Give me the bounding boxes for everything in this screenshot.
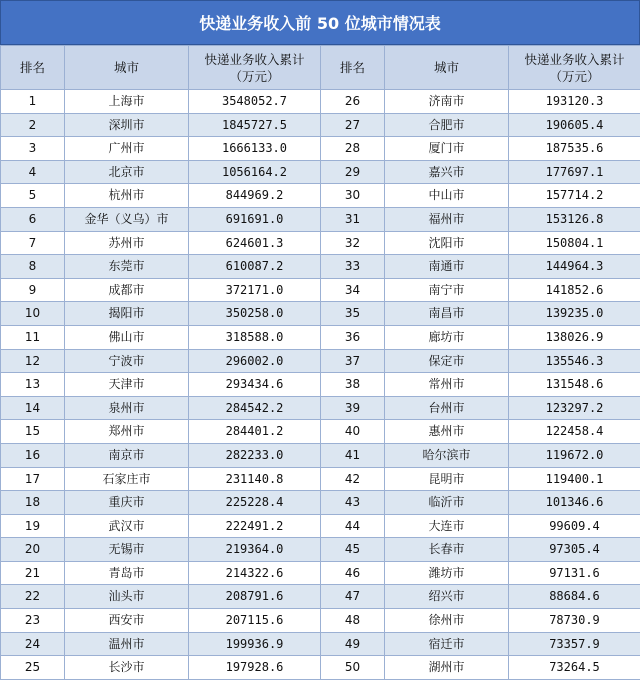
revenue-cell: 135546.3 (509, 349, 640, 373)
revenue-cell: 150804.1 (509, 231, 640, 255)
revenue-cell: 101346.6 (509, 491, 640, 515)
table-row (1, 278, 640, 302)
table-row (1, 443, 640, 467)
header-rank-left: 排名 (1, 46, 65, 90)
rank-cell: 26 (321, 90, 385, 114)
revenue-cell: 78730.9 (509, 609, 640, 633)
table-row (1, 137, 640, 161)
city-cell: 大连市 (385, 514, 509, 538)
city-cell: 济南市 (385, 90, 509, 114)
rank-cell: 41 (321, 443, 385, 467)
city-cell: 北京市 (65, 160, 189, 184)
rank-cell: 10 (1, 302, 65, 326)
city-cell: 哈尔滨市 (385, 443, 509, 467)
city-cell: 嘉兴市 (385, 160, 509, 184)
rank-cell: 6 (1, 207, 65, 231)
rank-cell: 46 (321, 561, 385, 585)
revenue-cell: 190605.4 (509, 113, 640, 137)
table-row (1, 609, 640, 633)
header-revenue-line1: 快递业务收入累计 (189, 51, 320, 68)
city-cell: 西安市 (65, 609, 189, 633)
table-body (1, 90, 640, 680)
revenue-cell: 153126.8 (509, 207, 640, 231)
table-row (1, 561, 640, 585)
city-cell: 保定市 (385, 349, 509, 373)
city-cell: 厦门市 (385, 137, 509, 161)
city-cell: 台州市 (385, 396, 509, 420)
rank-cell: 36 (321, 325, 385, 349)
revenue-cell: 624601.3 (189, 231, 321, 255)
header-revenue-line2: （万元） (189, 68, 320, 85)
rank-cell: 34 (321, 278, 385, 302)
rank-cell: 50 (321, 656, 385, 680)
revenue-cell: 844969.2 (189, 184, 321, 208)
table-row (1, 632, 640, 656)
city-cell: 廊坊市 (385, 325, 509, 349)
rank-cell: 23 (1, 609, 65, 633)
revenue-cell: 157714.2 (509, 184, 640, 208)
revenue-cell: 1666133.0 (189, 137, 321, 161)
rank-cell: 39 (321, 396, 385, 420)
rank-cell: 20 (1, 538, 65, 562)
revenue-cell: 293434.6 (189, 373, 321, 397)
revenue-cell: 122458.4 (509, 420, 640, 444)
city-cell: 惠州市 (385, 420, 509, 444)
revenue-cell: 177697.1 (509, 160, 640, 184)
city-cell: 长春市 (385, 538, 509, 562)
table-title: 快递业务收入前 50 位城市情况表 (0, 0, 640, 45)
city-cell: 湖州市 (385, 656, 509, 680)
table-row (1, 656, 640, 680)
header-revenue-left (189, 46, 321, 90)
revenue-cell: 219364.0 (189, 538, 321, 562)
table-row (1, 491, 640, 515)
city-cell: 中山市 (385, 184, 509, 208)
table-row (1, 467, 640, 491)
revenue-cell: 97131.6 (509, 561, 640, 585)
rank-cell: 7 (1, 231, 65, 255)
revenue-cell: 350258.0 (189, 302, 321, 326)
table-row (1, 207, 640, 231)
rank-cell: 11 (1, 325, 65, 349)
table-row (1, 373, 640, 397)
revenue-cell: 139235.0 (509, 302, 640, 326)
city-cell: 天津市 (65, 373, 189, 397)
city-cell: 无锡市 (65, 538, 189, 562)
revenue-cell: 131548.6 (509, 373, 640, 397)
city-cell: 泉州市 (65, 396, 189, 420)
revenue-cell: 318588.0 (189, 325, 321, 349)
rank-cell: 29 (321, 160, 385, 184)
revenue-cell: 187535.6 (509, 137, 640, 161)
revenue-cell: 144964.3 (509, 255, 640, 279)
revenue-cell: 193120.3 (509, 90, 640, 114)
city-cell: 绍兴市 (385, 585, 509, 609)
city-cell: 杭州市 (65, 184, 189, 208)
table-row (1, 585, 640, 609)
rank-cell: 17 (1, 467, 65, 491)
revenue-cell: 222491.2 (189, 514, 321, 538)
revenue-cell: 214322.6 (189, 561, 321, 585)
city-cell: 长沙市 (65, 656, 189, 680)
city-cell: 上海市 (65, 90, 189, 114)
table-row (1, 349, 640, 373)
revenue-cell: 207115.6 (189, 609, 321, 633)
revenue-cell: 282233.0 (189, 443, 321, 467)
revenue-cell: 199936.9 (189, 632, 321, 656)
header-revenue-right (509, 46, 640, 90)
rank-cell: 48 (321, 609, 385, 633)
rank-cell: 9 (1, 278, 65, 302)
rank-cell: 40 (321, 420, 385, 444)
revenue-cell: 296002.0 (189, 349, 321, 373)
city-cell: 宁波市 (65, 349, 189, 373)
table-row (1, 420, 640, 444)
rank-cell: 42 (321, 467, 385, 491)
header-city-right: 城市 (385, 46, 509, 90)
city-cell: 重庆市 (65, 491, 189, 515)
header-rank-right: 排名 (321, 46, 385, 90)
table-row (1, 514, 640, 538)
table-row (1, 160, 640, 184)
city-cell: 南京市 (65, 443, 189, 467)
city-cell: 深圳市 (65, 113, 189, 137)
revenue-cell: 138026.9 (509, 325, 640, 349)
rank-cell: 18 (1, 491, 65, 515)
revenue-cell: 119400.1 (509, 467, 640, 491)
rank-cell: 30 (321, 184, 385, 208)
city-cell: 苏州市 (65, 231, 189, 255)
rank-cell: 19 (1, 514, 65, 538)
revenue-cell: 97305.4 (509, 538, 640, 562)
revenue-cell: 123297.2 (509, 396, 640, 420)
rank-cell: 33 (321, 255, 385, 279)
city-cell: 青岛市 (65, 561, 189, 585)
city-cell: 宿迁市 (385, 632, 509, 656)
revenue-cell: 208791.6 (189, 585, 321, 609)
city-cell: 成都市 (65, 278, 189, 302)
city-cell: 临沂市 (385, 491, 509, 515)
rank-cell: 5 (1, 184, 65, 208)
city-cell: 南通市 (385, 255, 509, 279)
table-row (1, 231, 640, 255)
rank-cell: 1 (1, 90, 65, 114)
revenue-cell: 99609.4 (509, 514, 640, 538)
revenue-cell: 73264.5 (509, 656, 640, 680)
revenue-cell: 610087.2 (189, 255, 321, 279)
rank-cell: 22 (1, 585, 65, 609)
revenue-cell: 231140.8 (189, 467, 321, 491)
rank-cell: 27 (321, 113, 385, 137)
table-row (1, 184, 640, 208)
rank-cell: 43 (321, 491, 385, 515)
city-cell: 常州市 (385, 373, 509, 397)
city-cell: 佛山市 (65, 325, 189, 349)
table-row (1, 302, 640, 326)
rank-cell: 35 (321, 302, 385, 326)
rank-cell: 4 (1, 160, 65, 184)
rank-cell: 38 (321, 373, 385, 397)
revenue-cell: 284401.2 (189, 420, 321, 444)
rank-cell: 14 (1, 396, 65, 420)
table-row (1, 255, 640, 279)
city-cell: 沈阳市 (385, 231, 509, 255)
city-cell: 福州市 (385, 207, 509, 231)
table-row (1, 538, 640, 562)
table-row (1, 90, 640, 114)
city-cell: 温州市 (65, 632, 189, 656)
city-cell: 潍坊市 (385, 561, 509, 585)
table-row (1, 113, 640, 137)
revenue-cell: 88684.6 (509, 585, 640, 609)
rank-cell: 21 (1, 561, 65, 585)
rank-cell: 12 (1, 349, 65, 373)
table-row (1, 396, 640, 420)
city-cell: 南宁市 (385, 278, 509, 302)
rank-cell: 24 (1, 632, 65, 656)
revenue-cell: 1845727.5 (189, 113, 321, 137)
city-cell: 南昌市 (385, 302, 509, 326)
rank-cell: 13 (1, 373, 65, 397)
city-cell: 金华（义乌）市 (65, 207, 189, 231)
revenue-cell: 691691.0 (189, 207, 321, 231)
rank-cell: 31 (321, 207, 385, 231)
city-cell: 东莞市 (65, 255, 189, 279)
rank-cell: 45 (321, 538, 385, 562)
revenue-cell: 141852.6 (509, 278, 640, 302)
rank-cell: 16 (1, 443, 65, 467)
city-cell: 郑州市 (65, 420, 189, 444)
rank-cell: 49 (321, 632, 385, 656)
city-cell: 徐州市 (385, 609, 509, 633)
rank-cell: 3 (1, 137, 65, 161)
rank-cell: 15 (1, 420, 65, 444)
rank-cell: 8 (1, 255, 65, 279)
revenue-cell: 73357.9 (509, 632, 640, 656)
city-cell: 合肥市 (385, 113, 509, 137)
revenue-cell: 1056164.2 (189, 160, 321, 184)
header-revenue-line1: 快递业务收入累计 (509, 51, 640, 68)
header-city-left: 城市 (65, 46, 189, 90)
city-revenue-table (0, 45, 640, 680)
city-cell: 广州市 (65, 137, 189, 161)
revenue-cell: 225228.4 (189, 491, 321, 515)
city-cell: 武汉市 (65, 514, 189, 538)
city-cell: 揭阳市 (65, 302, 189, 326)
rank-cell: 37 (321, 349, 385, 373)
rank-cell: 44 (321, 514, 385, 538)
table-row (1, 325, 640, 349)
rank-cell: 47 (321, 585, 385, 609)
revenue-cell: 197928.6 (189, 656, 321, 680)
city-cell: 昆明市 (385, 467, 509, 491)
rank-cell: 2 (1, 113, 65, 137)
rank-cell: 32 (321, 231, 385, 255)
rank-cell: 28 (321, 137, 385, 161)
city-cell: 汕头市 (65, 585, 189, 609)
revenue-cell: 284542.2 (189, 396, 321, 420)
revenue-cell: 3548052.7 (189, 90, 321, 114)
revenue-cell: 372171.0 (189, 278, 321, 302)
header-revenue-line2: （万元） (509, 68, 640, 85)
city-cell: 石家庄市 (65, 467, 189, 491)
revenue-cell: 119672.0 (509, 443, 640, 467)
rank-cell: 25 (1, 656, 65, 680)
header-row (1, 46, 640, 90)
